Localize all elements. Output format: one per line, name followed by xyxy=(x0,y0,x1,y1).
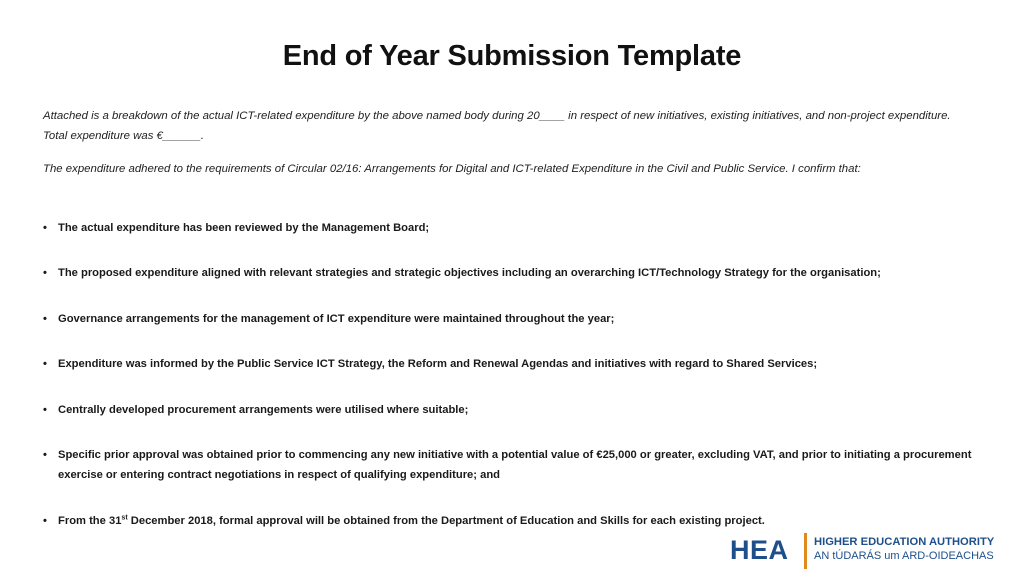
list-item-text: Specific prior approval was obtained prior to commencing any new initiative with a potential value of €25,000 or greater, excluding VAT, and prior to initiating a procurement exercise or entering contract negotiations in respect of qualifying expenditure; and xyxy=(58,449,972,481)
ordinal-suffix: st xyxy=(121,514,128,522)
hea-logo xyxy=(730,531,1020,571)
list-item xyxy=(43,263,973,283)
list-item xyxy=(43,445,973,485)
logo-divider xyxy=(804,533,807,569)
list-item xyxy=(43,511,973,531)
list-item-text: The proposed expenditure aligned with relevant strategies and strategic objectives including an overarching ICT/Technology Strategy for the organisation; xyxy=(58,267,881,279)
bullet-icon: • xyxy=(43,515,47,527)
list-item-text: Centrally developed procurement arrangements were utilised where suitable; xyxy=(58,404,469,416)
list-item-text-start: From the 31 xyxy=(58,515,122,527)
list-item-text: The actual expenditure has been reviewed by the Management Board; xyxy=(58,222,430,234)
page-title: End of Year Submission Template xyxy=(282,40,742,72)
list-item xyxy=(43,400,973,420)
list-item xyxy=(43,309,973,329)
bullet-icon: • xyxy=(43,449,47,461)
list-item-text-end: December 2018, formal approval will be obtained from the Department of Education and Skills for each existing project. xyxy=(127,515,765,527)
intro-paragraph: Attached is a breakdown of the actual ICT-related expenditure by the above named body during 20____ in respect of new initiatives, existing initiatives, and non-project expenditure. Total expenditure was €______. xyxy=(43,110,951,142)
bullet-icon: • xyxy=(43,267,47,279)
bullet-icon: • xyxy=(43,358,47,370)
list-item-text: Governance arrangements for the management of ICT expenditure were maintained throughout the year; xyxy=(58,313,615,325)
logo-name-english: HIGHER EDUCATION AUTHORITY xyxy=(814,536,995,548)
logo-name-irish: AN tÚDARÁS um ARD-OIDEACHAS xyxy=(814,550,994,562)
bullet-icon: • xyxy=(43,313,47,325)
list-item xyxy=(43,218,973,238)
list-item-text: Expenditure was informed by the Public Service ICT Strategy, the Reform and Renewal Agendas and initiatives with regard to Shared Services; xyxy=(58,358,818,370)
bullet-icon: • xyxy=(43,404,47,416)
logo-abbreviation: HEA xyxy=(730,535,789,565)
list-item-text xyxy=(43,511,973,531)
circular-paragraph: The expenditure adhered to the requirements of Circular 02/16: Arrangements for Digital and ICT-related Expenditure in the Civil and Public Service. I confirm that: xyxy=(43,163,861,175)
bullet-icon: • xyxy=(43,222,47,234)
list-item xyxy=(43,354,973,374)
